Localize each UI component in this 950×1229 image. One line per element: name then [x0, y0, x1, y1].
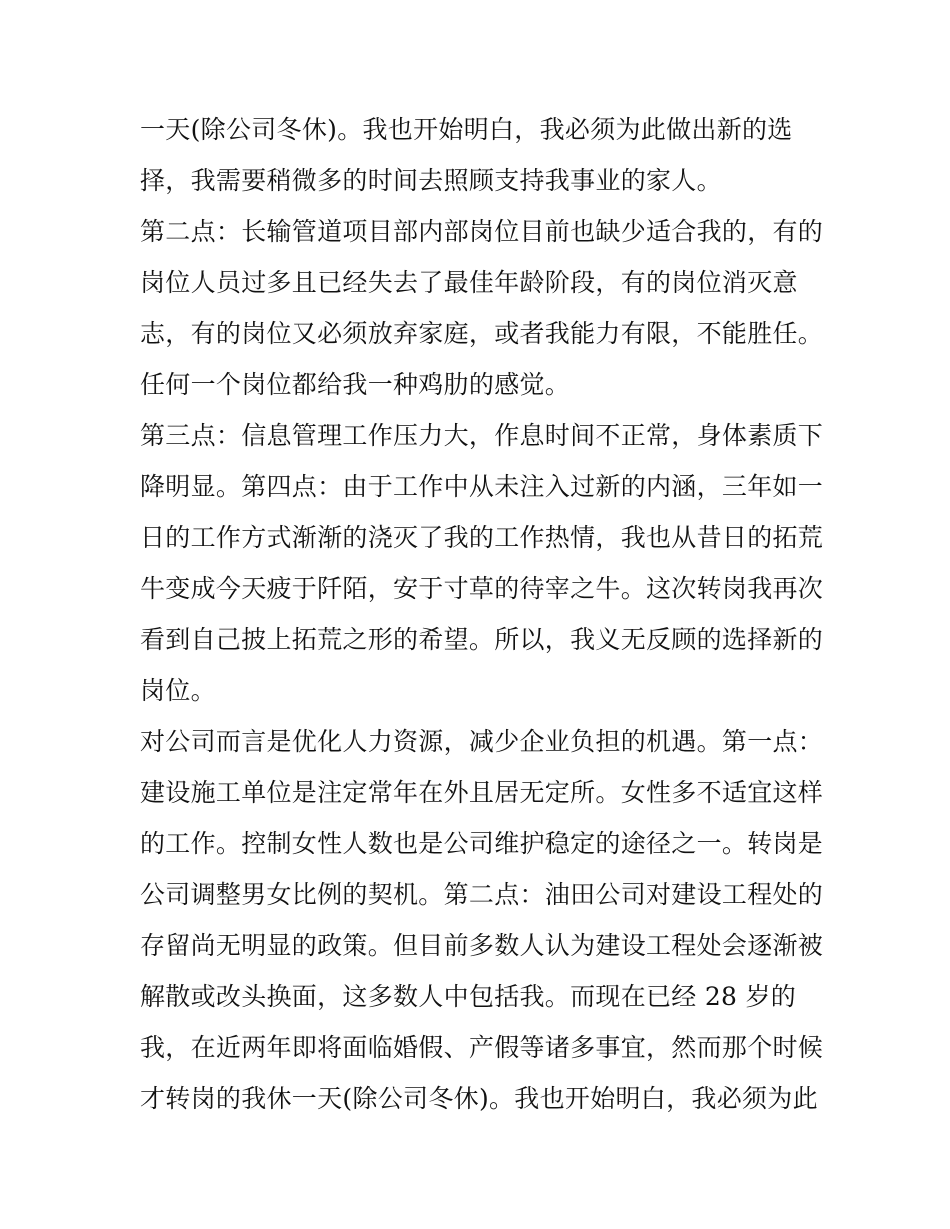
text-line: 择，我需要稍微多的时间去照顾支持我事业的家人。 — [140, 166, 722, 195]
text-line: 第二点：长输管道项目部内部岗位目前也缺少适合我的，有的 — [140, 217, 824, 246]
text-line: 我，在近两年即将面临婚假、产假等诸多事宜，然而那个时候 — [140, 1033, 824, 1062]
text-line: 降明显。第四点：由于工作中从未注入过新的内涵，三年如一 — [140, 472, 824, 501]
text-line: 解散或改头换面，这多数人中包括我。而现在已经 28 岁的 — [140, 982, 797, 1011]
text-line: 志，有的岗位又必须放弃家庭，或者我能力有限，不能胜任。 — [140, 319, 824, 348]
text-line: 第三点：信息管理工作压力大，作息时间不正常，身体素质下 — [140, 421, 824, 450]
text-line: 才转岗的我休一天(除公司冬休)。我也开始明白，我必须为此 — [140, 1084, 818, 1113]
text-line: 存留尚无明显的政策。但目前多数人认为建设工程处会逐渐被 — [140, 931, 824, 960]
text-line: 岗位人员过多且已经失去了最佳年龄阶段，有的岗位消灭意 — [140, 268, 798, 297]
text-line: 岗位。 — [140, 676, 216, 705]
body-text — [140, 104, 824, 1124]
text-line: 日的工作方式渐渐的浇灭了我的工作热情，我也从昔日的拓荒 — [140, 523, 824, 552]
text-line: 牛变成今天疲于阡陌，安于寸草的待宰之牛。这次转岗我再次 — [140, 574, 824, 603]
text-line: 一天(除公司冬休)。我也开始明白，我必须为此做出新的选 — [140, 115, 793, 144]
text-line: 的工作。控制女性人数也是公司维护稳定的途径之一。转岗是 — [140, 829, 824, 858]
text-line: 对公司而言是优化人力资源，减少企业负担的机遇。第一点： — [140, 727, 824, 756]
text-line: 看到自己披上拓荒之形的希望。所以，我义无反顾的选择新的 — [140, 625, 824, 654]
text-line: 任何一个岗位都给我一种鸡肋的感觉。 — [140, 370, 571, 399]
text-line: 公司调整男女比例的契机。第二点：油田公司对建设工程处的 — [140, 880, 824, 909]
text-line: 建设施工单位是注定常年在外且居无定所。女性多不适宜这样 — [140, 778, 824, 807]
